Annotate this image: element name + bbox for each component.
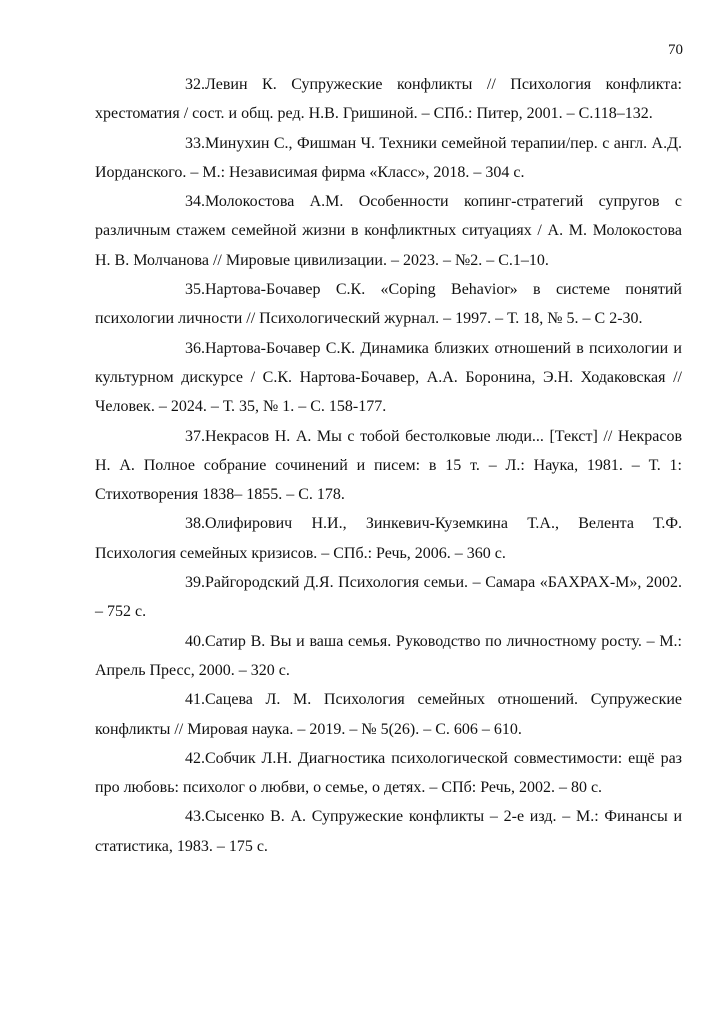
reference-item xyxy=(95,422,682,510)
reference-number: 36. xyxy=(185,339,205,357)
reference-item xyxy=(95,70,682,129)
reference-item xyxy=(95,802,682,861)
reference-text: Райгородский Д.Я. Психология семьи. – Самара «БАХРАХ-М», 2002. – 752 с. xyxy=(95,574,682,621)
reference-item xyxy=(95,685,682,744)
reference-number: 35. xyxy=(185,281,205,299)
reference-number: 32. xyxy=(185,76,205,93)
reference-text: Молокостова А.М. Особенности копинг-стратегий супругов с различным стажем семейной жизни в конфликтных ситуациях / А. М. Молокостова Н. В. Молчанова // Мировые цивилизации. – 2023. – №2. – С.1–10. xyxy=(95,193,682,269)
reference-item xyxy=(95,129,682,188)
reference-text: Некрасов Н. А. Мы с тобой бестолковые люди... [Текст] // Некрасов Н. А. Полное собрание сочинений и писем: в 15 т. – Л.: Наука, 1981. – Т. 1: Стихотворения 1838– 1855. – С. 178. xyxy=(95,427,682,504)
reference-list xyxy=(95,70,682,861)
reference-number: 33. xyxy=(185,134,205,152)
reference-text: Минухин С., Фишман Ч. Техники семейной терапии/пер. с англ. А.Д. Иорданского. – М.: Независимая фирма «Класс», 2018. – 304 с. xyxy=(95,134,682,181)
reference-item xyxy=(95,187,682,275)
reference-number: 41. xyxy=(185,691,205,709)
reference-item xyxy=(95,275,682,334)
reference-text: Нартова-Бочавер С.К. Динамика близких отношений в психологии и культурном дискурсе / С.К. Нартова-Бочавер, А.А. Боронина, Э.Н. Ходаковская // Человек. – 2024. – Т. 35, № 1. – С. 158-177. xyxy=(95,339,682,416)
reference-text: Собчик Л.Н. Диагностика психологической совместимости: ещё раз про любовь: психолог о любви, о семье, о детях. – СПб: Речь, 2002. – 80 с. xyxy=(95,749,682,797)
reference-number: 37. xyxy=(185,427,205,445)
reference-number: 42. xyxy=(185,749,205,767)
reference-item xyxy=(95,334,682,422)
page-number: 70 xyxy=(668,42,683,58)
reference-item xyxy=(95,744,682,803)
reference-item xyxy=(95,568,682,627)
reference-item xyxy=(95,627,682,686)
reference-text: Левин К. Супружеские конфликты // Психология конфликта: хрестоматия / сост. и общ. ред. Н.В. Гришиной. – СПб.: Питер, 2001. – С.118–132. xyxy=(95,76,682,123)
reference-item xyxy=(95,509,682,568)
reference-text: Сатир В. Вы и ваша семья. Руководство по личностному росту. – М.: Апрель Пресс, 2000. – 320 с. xyxy=(95,632,682,679)
reference-number: 38. xyxy=(185,515,205,533)
reference-number: 43. xyxy=(185,808,205,826)
reference-number: 39. xyxy=(185,574,205,592)
reference-number: 34. xyxy=(185,193,205,211)
reference-number: 40. xyxy=(185,632,205,650)
reference-text: Сацева Л. М. Психология семейных отношений. Супружеские конфликты // Мировая наука. – 2019. – № 5(26). – С. 606 – 610. xyxy=(95,691,682,738)
reference-text: Нартова-Бочавер С.К. «Coping Behavior» в системе понятий психологии личности // Психологический журнал. – 1997. – Т. 18, № 5. – С 2-30. xyxy=(95,281,682,328)
reference-text: Сысенко В. А. Супружеские конфликты – 2-е изд. – М.: Финансы и статистика, 1983. – 175 с. xyxy=(95,808,682,855)
reference-text: Олифирович Н.И., Зинкевич-Куземкина Т.А., Велента Т.Ф. Психология семейных кризисов. – СПб.: Речь, 2006. – 360 с. xyxy=(95,515,682,562)
